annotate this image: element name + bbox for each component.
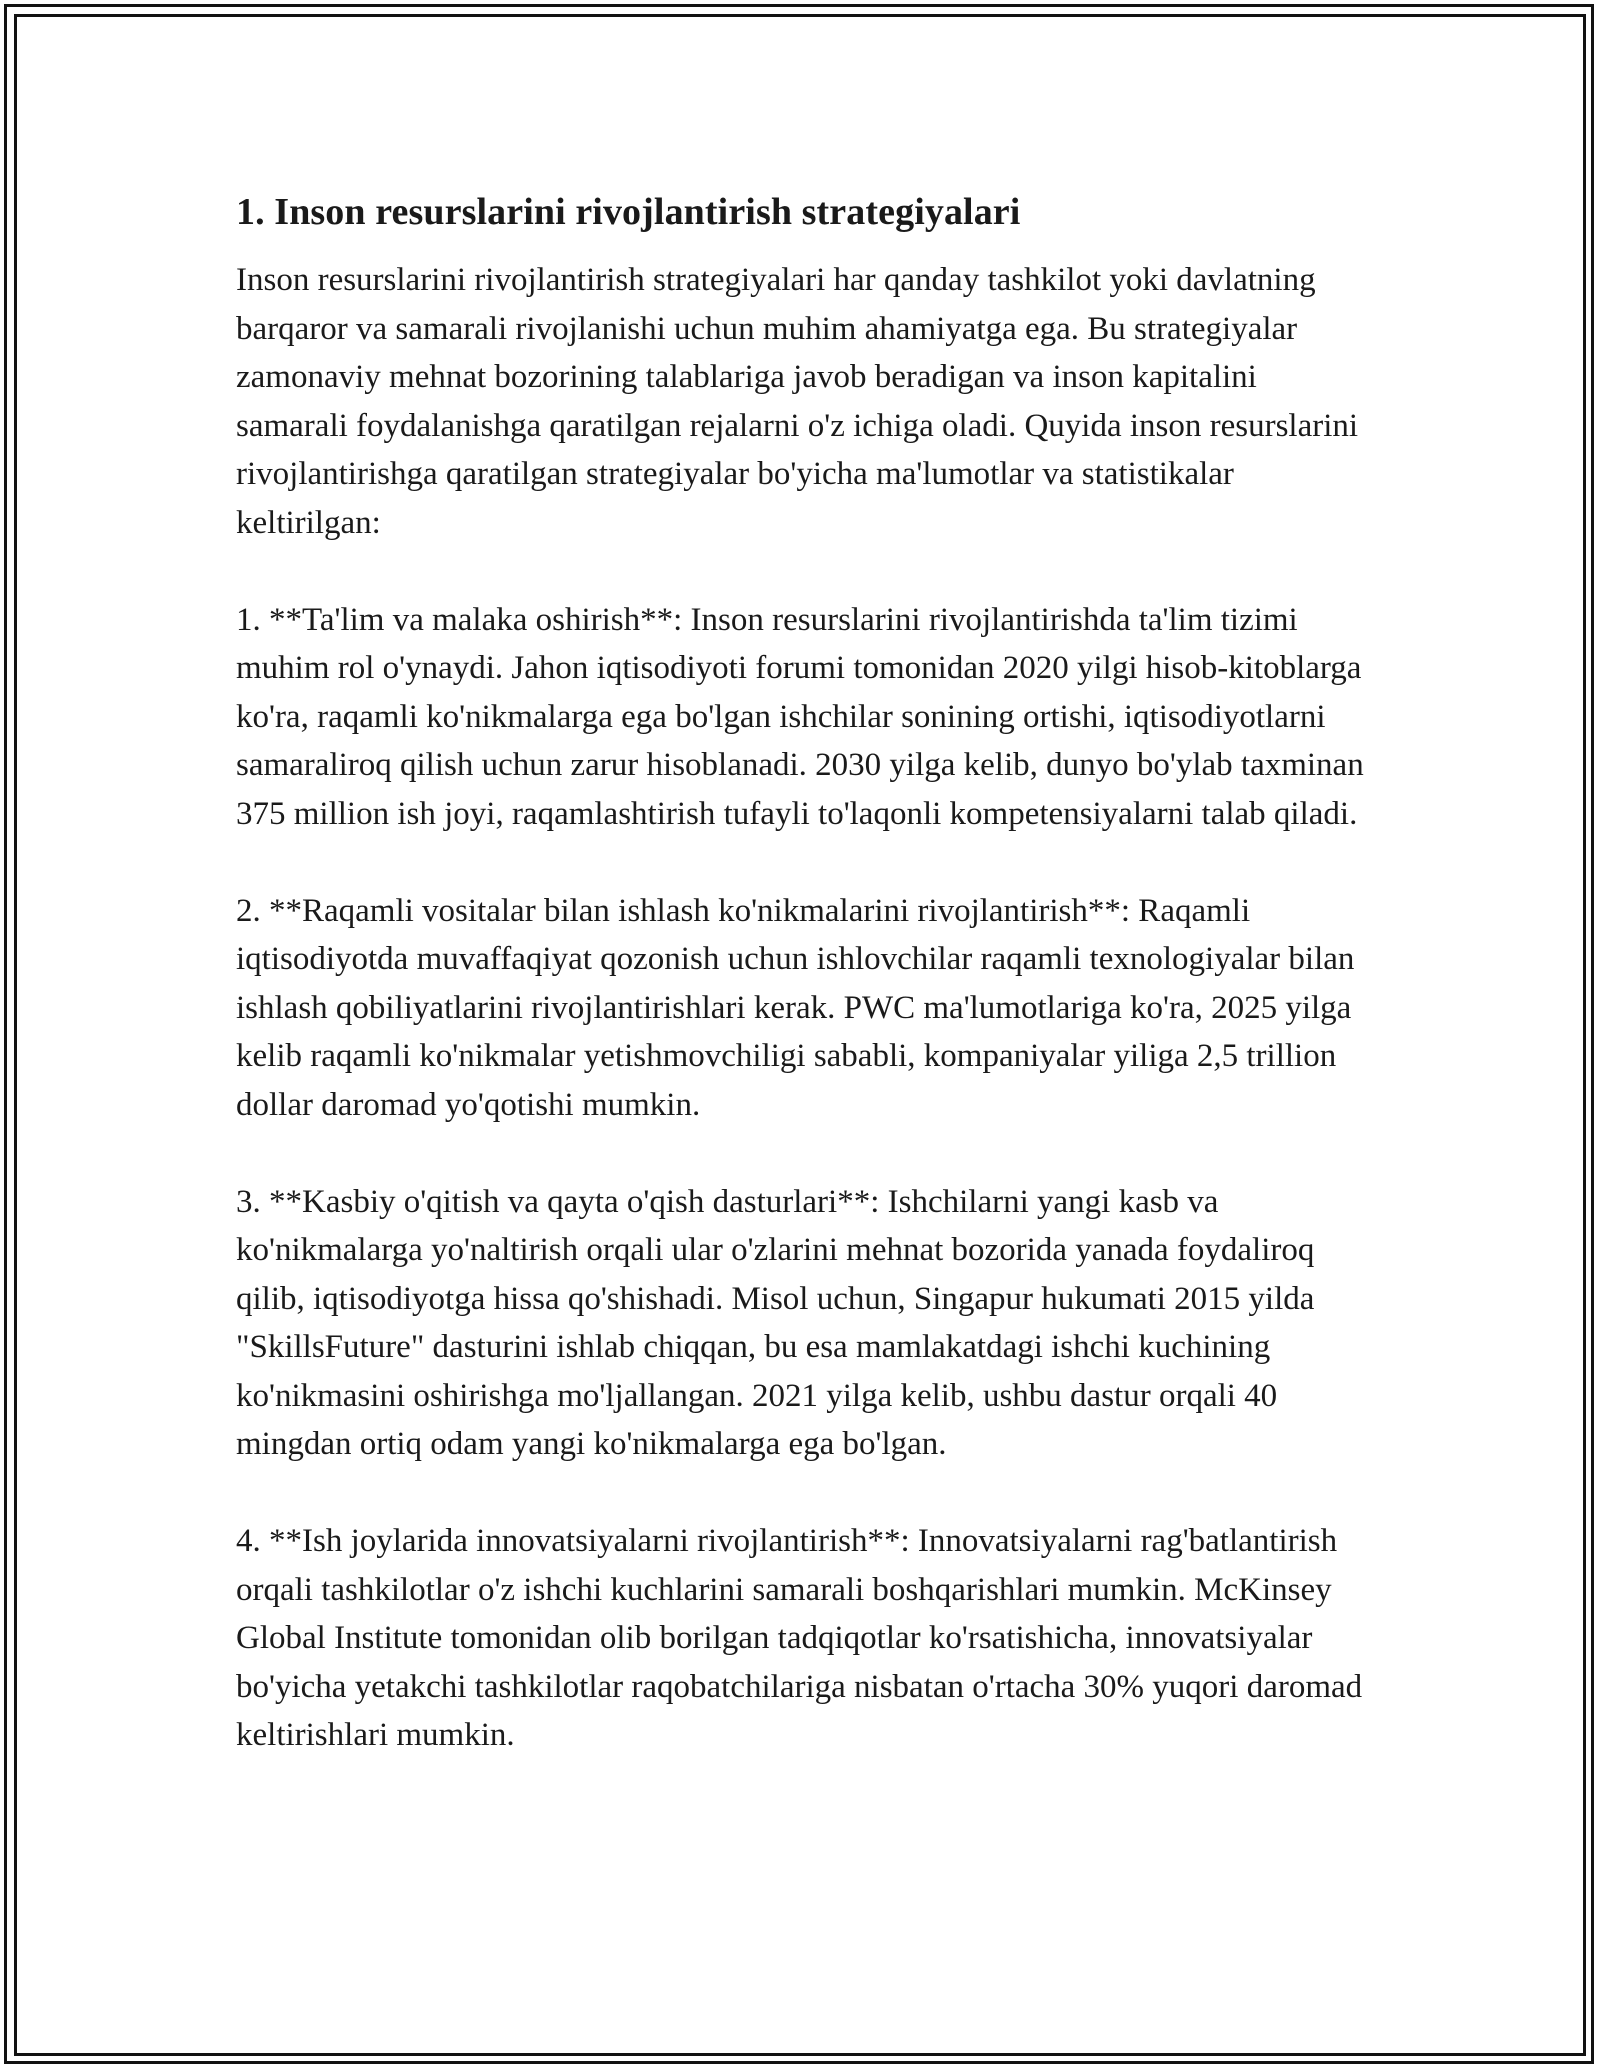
strategy-paragraph-3: 3. **Kasbiy o'qitish va qayta o'qish dasturlari**: Ishchilarni yangi kasb va ko'nikmalarga yo'naltirish orqali ular o'zlarini mehnat bozorida yanada foydaliroq qilib, iqtisodiyotga hissa qo'shishadi. Misol uchun, Singapur hukumati 2015 yilda "SkillsFuture" dasturini ishlab chiqqan, bu esa mamlakatdagi ishchi kuchining ko'nikmasini oshirishga mo'ljallangan. 2021 yilga kelib, ushbu dastur orqali 40 mingdan ortiq odam yangi ko'nikmalarga ega bo'lgan. xyxy=(236,1183,1315,1462)
strategy-paragraph-4: 4. **Ish joylarida innovatsiyalarni rivojlantirish**: Innovatsiyalarni rag'batlantirish orqali tashkilotlar o'z ishchi kuchlarini samarali boshqarishlari mumkin. McKinsey Global Institute tomonidan olib borilgan tadqiqotlar ko'rsatishicha, innovatsiyalar bo'yicha yetakchi tashkilotlar raqobatchilariga nisbatan o'rtacha 30% yuqori daromad keltirishlari mumkin. xyxy=(236,1523,1363,1753)
intro-paragraph: Inson resurslarini rivojlantirish strategiyalari har qanday tashkilot yoki davlatning barqaror va samarali rivojlanishi uchun muhim ahamiyatga ega. Bu strategiyalar zamonaviy mehnat bozorining talablariga javob beradigan va inson kapitalini samarali foydalanishga qaratilgan rejalarni o'z ichiga oladi. Quyida inson resurslarini rivojlantirishga qaratilgan strategiyalar bo'yicha ma'lumotlar va statistikalar keltirilgan: xyxy=(236,262,1359,541)
section-title: 1. Inson resurslarini rivojlantirish strategiyalari xyxy=(236,191,1021,233)
strategy-paragraph-1: 1. **Ta'lim va malaka oshirish**: Inson resurslarini rivojlantirishda ta'lim tizimi muhim rol o'ynaydi. Jahon iqtisodiyoti forumi tomonidan 2020 yilgi hisob-kitoblarga ko'ra, raqamli ko'nikmalarga ega bo'lgan ishchilar sonining ortishi, iqtisodiyotlarni samaraliroq qilish uchun zarur hisoblanadi. 2030 yilga kelib, dunyo bo'ylab taxminan 375 million ish joyi, raqamlashtirish tufayli to'laqonli kompetensiyalarni talab qiladi. xyxy=(236,601,1364,832)
strategy-paragraph-2: 2. **Raqamli vositalar bilan ishlash ko'nikmalarini rivojlantirish**: Raqamli iqtisodiyotda muvaffaqiyat qozonish uchun ishlovchilar raqamli texnologiyalar bilan ishlash qobiliyatlarini rivojlantirishlari kerak. PWC ma'lumotlariga ko'ra, 2025 yilga kelib raqamli ko'nikmalar yetishmovchiligi sababli, kompaniyalar yiliga 2,5 trillion dollar daromad yo'qotishi mumkin. xyxy=(236,892,1355,1123)
document-body xyxy=(236,186,1376,1760)
